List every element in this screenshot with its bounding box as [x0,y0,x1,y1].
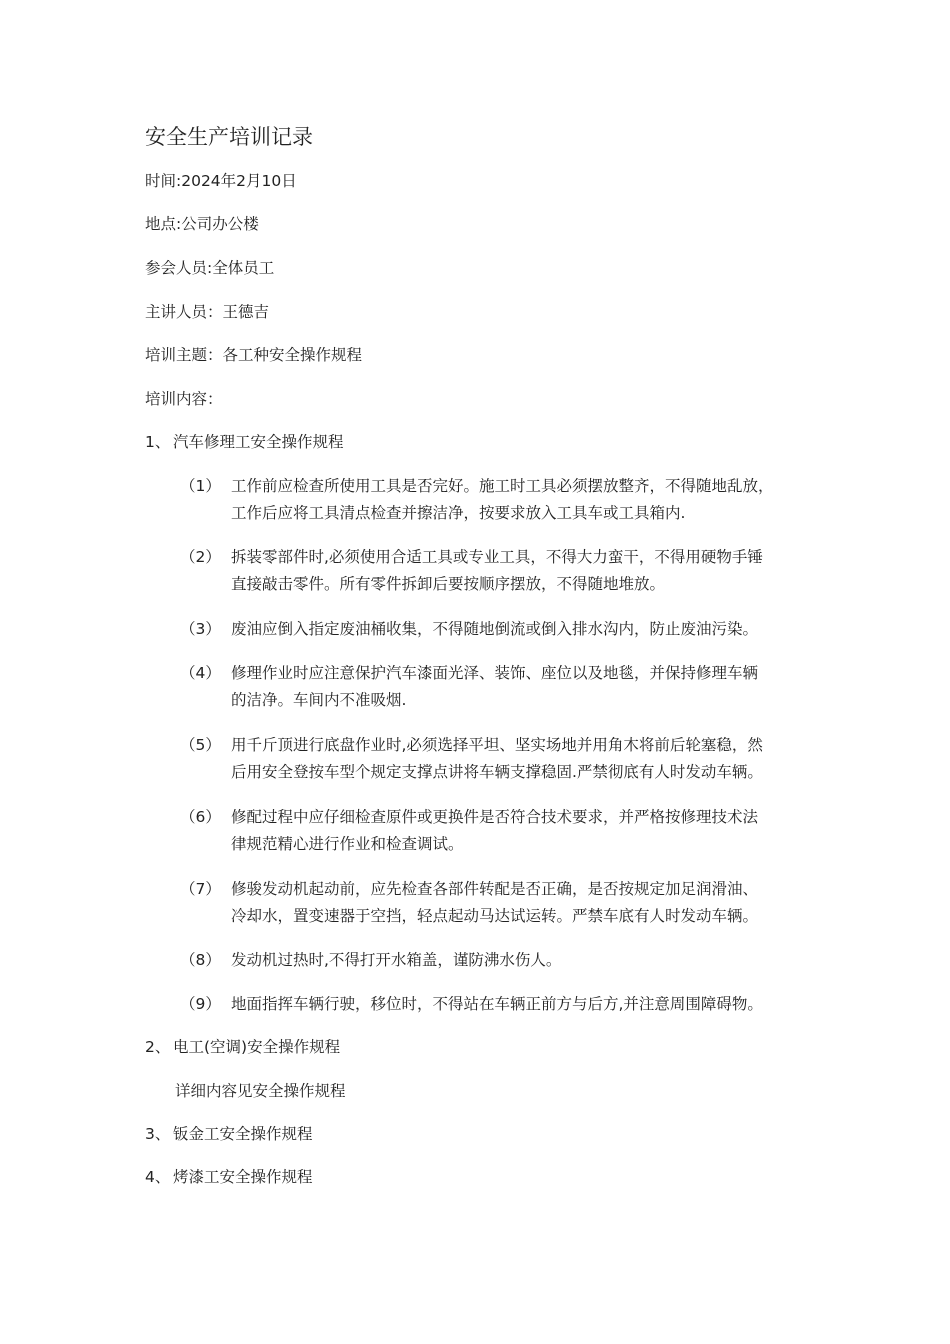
item-line: 后用安全登按车型个规定支撑点讲将车辆支撑稳固.严禁彻底有人时发动车辆。 [231,763,763,781]
item-line: 律规范精心进行作业和检查调试。 [231,835,464,853]
meta-date: 时间:2024年2月10日 [145,172,297,190]
section-number: 4、 [145,1168,171,1186]
item-line: 冷却水，置变速器于空挡，轻点起动马达试运转。严禁车底有人时发动车辆。 [231,907,759,925]
item-index: （2） [180,548,221,566]
item-text [231,732,831,786]
item-text [231,544,831,598]
item-text [231,473,831,527]
section-3-heading [145,1124,313,1144]
item-text [231,876,831,930]
item-text [231,616,831,643]
item-line: 直接敲击零件。所有零件拆卸后要按顺序摆放，不得随地堆放。 [231,575,666,593]
section-number: 2、 [145,1038,171,1056]
section-2-heading [145,1037,340,1057]
item-index: （5） [180,736,221,754]
item-index: （4） [180,664,221,682]
document-title: 安全生产培训记录 [145,125,313,149]
section-2-note: 详细内容见安全操作规程 [175,1082,346,1100]
item-index: （6） [180,808,221,826]
item-line: 工作后应将工具清点检查并擦洁净，按要求放入工具车或工具箱内. [231,504,686,522]
item-text [231,660,831,714]
section-title: 烤漆工安全操作规程 [173,1168,313,1186]
item-line: 发动机过热时,不得打开水箱盖，谨防沸水伤人。 [231,951,562,969]
item-line: 废油应倒入指定废油桶收集，不得随地倒流或倒入排水沟内，防止废油污染。 [231,620,759,638]
item-line: 修配过程中应仔细检查原件或更换件是否符合技术要求，并严格按修理技术法 [231,808,759,826]
item-text [231,947,831,974]
item-index: （9） [180,995,221,1013]
item-line: 修理作业时应注意保护汽车漆面光泽、装饰、座位以及地毯，并保持修理车辆 [231,664,759,682]
item-index: （1） [180,477,221,495]
item-index: （8） [180,951,221,969]
item-line: 工作前应检查所使用工具是否完好。施工时工具必须摆放整齐，不得随地乱放， [231,477,774,495]
section-1-heading [145,432,344,452]
meta-speaker: 主讲人员：王德吉 [145,303,270,321]
section-number: 1、 [145,433,171,451]
item-index: （3） [180,620,221,638]
item-line: 修骏发动机起动前，应先检查各部件转配是否正确，是否按规定加足润滑油、 [231,880,759,898]
meta-attendees: 参会人员:全体员工 [145,259,275,277]
section-4-heading [145,1167,313,1187]
item-text [231,991,831,1018]
meta-content-label: 培训内容： [145,390,223,408]
item-line: 的洁净。车间内不准吸烟. [231,691,407,709]
item-index: （7） [180,880,221,898]
section-title: 电工(空调)安全操作规程 [173,1038,341,1056]
section-number: 3、 [145,1125,171,1143]
section-title: 钣金工安全操作规程 [173,1125,313,1143]
item-text [231,804,831,858]
section-title: 汽车修理工安全操作规程 [173,433,344,451]
item-line: 地面指挥车辆行驶，移位时，不得站在车辆正前方与后方,并注意周围障碍物。 [231,995,763,1013]
item-line: 拆装零部件时,必须使用合适工具或专业工具，不得大力蛮干，不得用硬物手锤 [231,548,763,566]
item-line: 用千斤顶进行底盘作业时,必须选择平坦、坚实场地并用角木将前后轮塞稳，然 [231,736,763,754]
meta-topic: 培训主题：各工种安全操作规程 [145,346,363,364]
meta-location: 地点:公司办公楼 [145,215,259,233]
